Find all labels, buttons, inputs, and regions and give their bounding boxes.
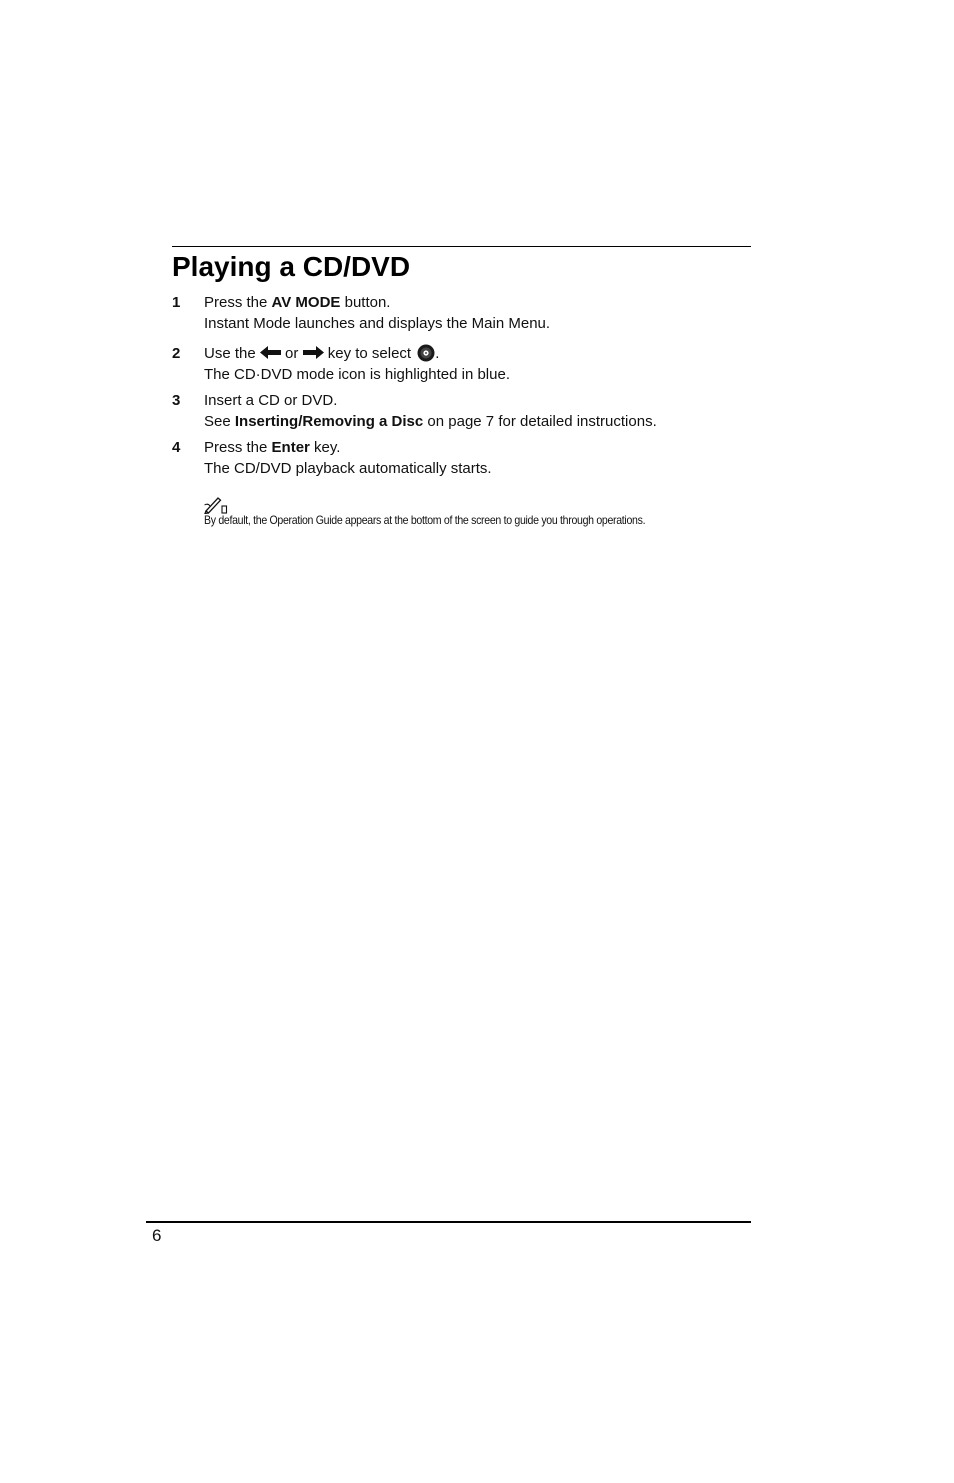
step-number: 4 — [172, 439, 181, 456]
step-number: 3 — [172, 392, 181, 409]
step-text: key to select — [323, 345, 416, 362]
step-body — [204, 293, 752, 334]
header-rule — [172, 246, 751, 247]
step-body — [204, 438, 752, 479]
step-text: See — [204, 412, 235, 430]
step-result — [204, 412, 752, 433]
enter-key-label: Enter — [271, 439, 310, 456]
step-number: 2 — [172, 345, 181, 362]
step-body — [204, 391, 752, 432]
step-text: button. — [340, 294, 391, 311]
step-line — [204, 438, 752, 459]
step-text: Use the — [204, 345, 260, 362]
step-number: 1 — [172, 294, 181, 311]
step-text: key. — [309, 439, 341, 456]
step-result: The CD·DVD mode icon is highlighted in blue. — [204, 365, 510, 383]
cross-reference: Inserting/Removing a Disc — [234, 412, 424, 430]
footer-rule — [146, 1221, 751, 1223]
left-arrow-icon — [260, 346, 281, 359]
step-text: on page 7 for detailed instructions. — [423, 412, 657, 430]
step-body — [204, 344, 752, 385]
step-line — [204, 293, 752, 314]
av-mode-key-label: AV MODE — [271, 294, 341, 311]
step-text: . — [435, 345, 440, 362]
step-line: Insert a CD or DVD. — [204, 392, 338, 409]
note-text: By default, the Operation Guide appears at the bottom of the screen to guide you through operations. — [204, 513, 646, 527]
right-arrow-icon — [303, 346, 324, 359]
page-title: Playing a CD/DVD — [172, 251, 411, 282]
step-result: The CD/DVD playback automatically starts. — [204, 459, 492, 477]
step-line — [204, 344, 752, 365]
step-text: Press the — [204, 294, 272, 311]
page-number: 6 — [152, 1226, 162, 1245]
step-text: Press the — [204, 439, 272, 456]
step-result: Instant Mode launches and displays the Main Menu. — [204, 314, 551, 332]
cd-dvd-disc-icon — [417, 344, 435, 362]
step-text: or — [280, 345, 303, 362]
